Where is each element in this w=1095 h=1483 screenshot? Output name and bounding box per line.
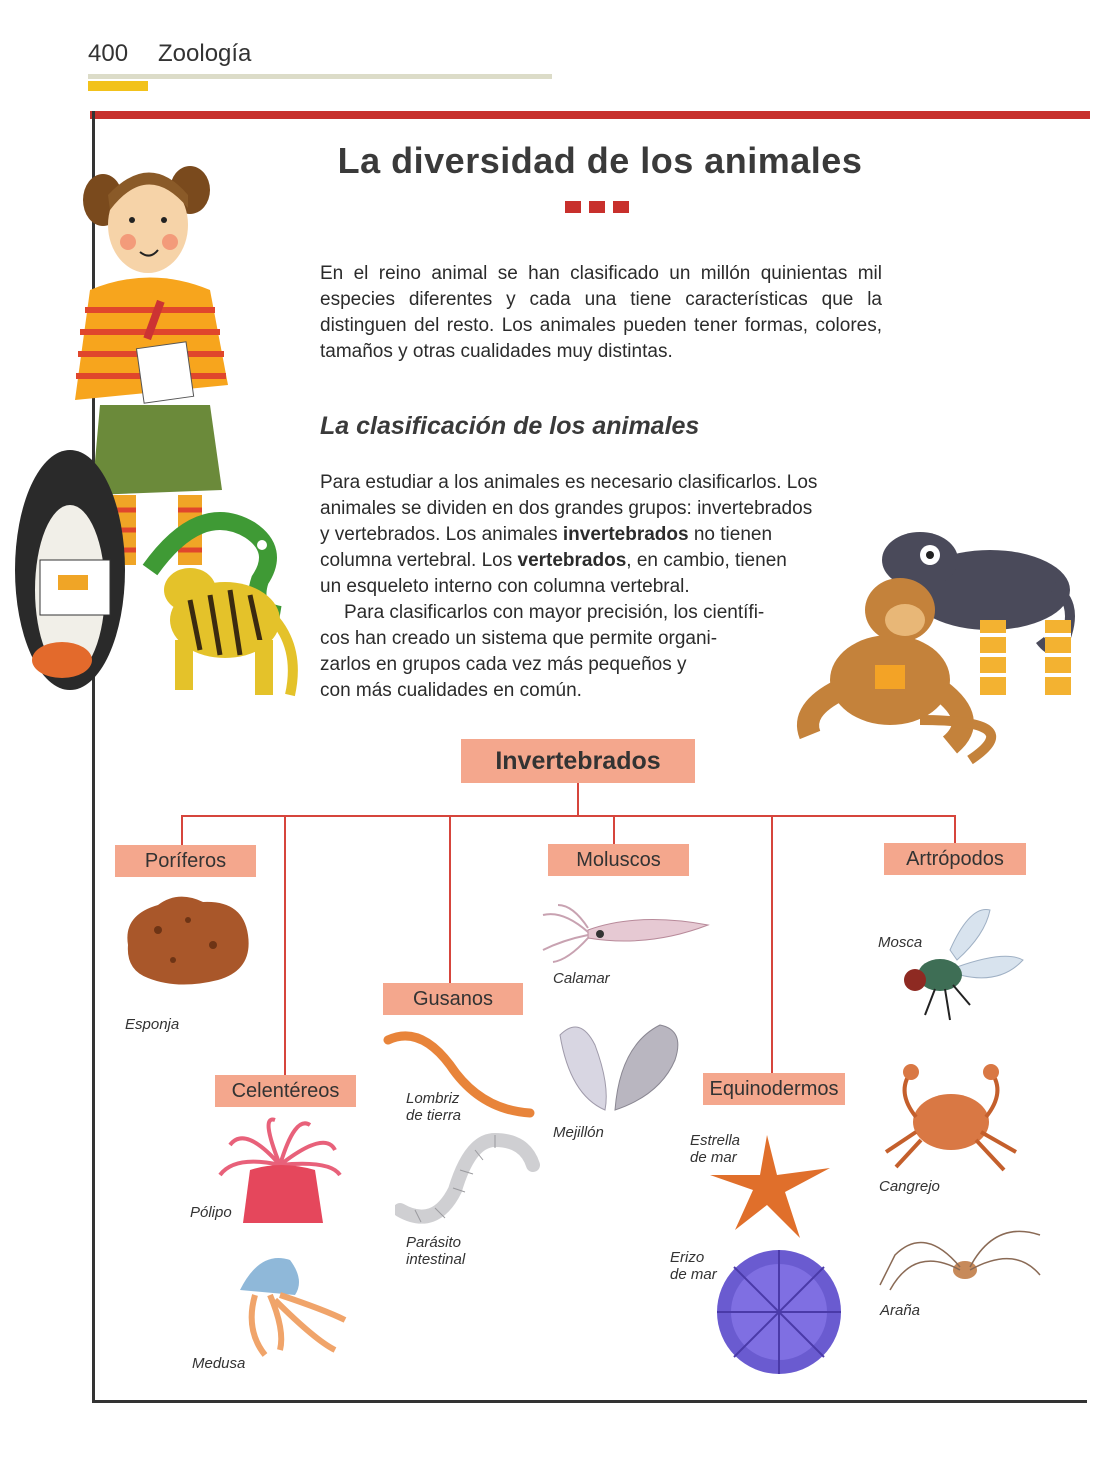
- tree-connector: [613, 815, 615, 845]
- parasite-illustration: [395, 1130, 540, 1235]
- ornament-square: [565, 201, 581, 213]
- mussel-illustration: [550, 1015, 690, 1115]
- ornament-square: [589, 201, 605, 213]
- label-esponja: Esponja: [125, 1016, 180, 1033]
- section-subtitle: La clasificación de los animales: [320, 412, 700, 440]
- title-ornament: [565, 201, 629, 213]
- label-erizo: Erizo de mar: [670, 1249, 717, 1283]
- tree-connector: [284, 815, 286, 1077]
- group-box-moluscos: Moluscos: [548, 844, 689, 876]
- text-line: Para estudiar a los animales es necesario clasificarlos. Los: [320, 472, 818, 493]
- tree-horizontal-line: [181, 815, 956, 817]
- tree-connector: [954, 815, 956, 845]
- girl-with-animals-illustration: [0, 150, 310, 710]
- label-lombriz: Lombriz de tierra: [406, 1090, 462, 1124]
- page-title: La diversidad de los animales: [337, 140, 863, 181]
- label-parasito: Parásito intestinal: [406, 1234, 466, 1268]
- text-line: Para clasificarlos con mayor precisión, los científi-: [344, 602, 765, 623]
- text-line: animales se dividen en dos grandes grupos: invertebrados: [320, 498, 813, 519]
- squid-illustration: [538, 900, 713, 965]
- text-line: y vertebrados. Los animales invertebrados no tienen: [320, 524, 773, 545]
- group-box-gusanos: Gusanos: [383, 983, 523, 1015]
- label-estrella: Estrella de mar: [690, 1132, 741, 1166]
- crab-illustration: [876, 1062, 1026, 1177]
- text-line: con más cualidades en común.: [320, 680, 582, 701]
- ornament-square: [613, 201, 629, 213]
- tree-connector: [449, 815, 451, 983]
- jellyfish-illustration: [225, 1250, 360, 1360]
- term-vertebrados: vertebrados: [517, 550, 627, 571]
- page-number: 400: [88, 40, 129, 67]
- header-rule: [88, 74, 552, 79]
- text-line: zarlos en grupos cada vez más pequeños y: [320, 654, 687, 675]
- label-arana: Araña: [880, 1302, 921, 1319]
- group-box-celentereos: Celentéreos: [215, 1075, 356, 1107]
- fly-illustration: [895, 905, 1025, 1030]
- label-calamar: Calamar: [553, 970, 610, 987]
- sponge-illustration: [118, 890, 253, 990]
- tree-connector: [577, 782, 579, 816]
- label-medusa: Medusa: [192, 1355, 246, 1372]
- label-mejillon: Mejillón: [553, 1124, 604, 1141]
- intro-paragraph: En el reino animal se han clasificado un millón quinientas mil especies diferentes y cada una tiene características que la distinguen del resto. Los animales pueden tener formas, colores, tamaños y otras cualidades muy distintas.: [320, 263, 882, 362]
- header-accent: [88, 81, 148, 91]
- sea-urchin-illustration: [712, 1245, 847, 1380]
- section-name: Zoología: [158, 40, 252, 67]
- spider-illustration: [875, 1215, 1045, 1295]
- monkey-and-dog-illustration: [780, 520, 1090, 770]
- group-box-equinodermos: Equinodermos: [703, 1073, 845, 1105]
- top-red-rule: [90, 111, 1090, 119]
- polyp-illustration: [215, 1115, 345, 1230]
- group-box-poriferos: Poríferos: [115, 845, 256, 877]
- label-cangrejo: Cangrejo: [879, 1178, 940, 1195]
- root-box-invertebrados: Invertebrados: [461, 739, 695, 783]
- label-mosca: Mosca: [878, 934, 923, 951]
- text-line: cos han creado un sistema que permite organi-: [320, 628, 718, 649]
- tree-connector: [771, 815, 773, 1073]
- frame-bottom-rule: [92, 1400, 1087, 1403]
- tree-connector: [181, 815, 183, 847]
- text-line: un esqueleto interno con columna vertebral.: [320, 576, 690, 597]
- text-line: columna vertebral. Los vertebrados, en cambio, tienen: [320, 550, 787, 571]
- term-invertebrados: invertebrados: [562, 524, 689, 545]
- group-box-artropodos: Artrópodos: [884, 843, 1026, 875]
- label-polipo: Pólipo: [190, 1204, 232, 1221]
